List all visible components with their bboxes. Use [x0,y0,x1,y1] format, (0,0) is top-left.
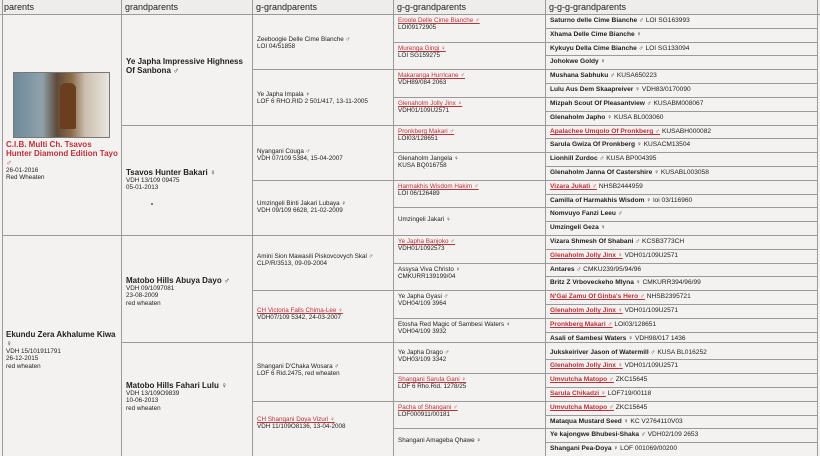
gg-grandparent-reg: VDH04/109 3964 [398,300,447,308]
g-grandparent-name: CH Shangani Doya Vizuri ♀ [257,416,335,423]
gg-grandparent-reg: LOI09172905 [398,24,437,32]
ggg-grandparent-name: Glenaholm Jolly Jinx ♀ [550,307,623,314]
gg-grandparent-reg: VDH03/109 3342 [398,356,447,364]
gg-grandparent-name: Ye Japha Gyasi ♂ [398,293,449,300]
ggg-grandparent [550,321,815,328]
g-grandparent-reg: LOI 04/51858 [257,43,296,51]
row-divider [545,55,818,56]
ggg-grandparent [550,418,815,425]
row-divider [545,387,818,388]
ggg-grandparent-name: Sarula Chikadzi ♀ [550,390,606,397]
gg-grandparent-reg: VDH04/109 3932 [398,328,447,336]
ggg-grandparent-reg: VDH01/109U2571 [622,307,679,314]
ggg-grandparent-reg: CMKU239/95/94/96 [581,266,642,273]
ggg-grandparent-reg: KCSB3773CH [640,238,685,245]
ggg-grandparent-name: Saturno delle Cime Bianche ♂ [550,17,644,24]
row-divider [393,428,818,429]
ggg-grandparent-name: Nomvuyo Fanzi Leeu ♂ [550,210,623,217]
ggg-grandparent-reg: KUSA BL016252 [655,349,707,356]
gg-grandparent-reg: VDH01/109U2571 [398,107,450,115]
grandparent-1 [126,57,248,75]
ggg-grandparent-reg: LOF719/00118 [605,390,652,397]
gg-grandparent [398,128,542,143]
row-divider [545,359,818,360]
ggg-grandparent [550,72,815,79]
row-divider [393,263,818,264]
ggg-grandparent-reg: VDH02/109 2653 [645,431,699,438]
row-divider [393,152,818,153]
row-divider [252,69,818,70]
ggg-grandparent-reg: VDH01/109U2571 [622,252,679,259]
column-divider [121,0,122,456]
grandparent-name: Matobo Hills Abuya Dayo ♂ [126,276,230,285]
grandparent-reg: VDH 13/109O9839 [126,390,180,397]
g-grandparent [257,91,391,106]
gg-grandparent [398,437,542,444]
row-divider [545,111,818,112]
gg-grandparent [398,404,542,419]
gg-grandparent-name: Harmakhis Wisdom Hakim ♂ [398,183,479,190]
parent-sire-color: Red Wheaten [6,174,45,182]
row-divider [545,83,818,84]
g-grandparent-reg: VDH 11/109O8136, 13-04-2008 [257,423,346,431]
parent-sire-name: C.I.B. Multi Ch. Tsavos Hunter Diamond Edition Tayo ♂ [6,140,118,167]
gg-grandparent [398,349,542,364]
g-grandparent [257,416,391,431]
ggg-grandparent [550,58,815,65]
g-grandparent-name: Zeeboogie Delle Cime Bianche ♂ [257,36,351,43]
ggg-grandparent-name: Sarula Gwiza Of Pronkberg ♀ [550,141,642,148]
row-divider [545,28,818,29]
gg-grandparent-name: Makaranga Hurricane ♂ [398,72,466,79]
gg-grandparent-reg: LOI 06/126489 [398,190,440,198]
ggg-grandparent-name: Jukskeiriver Jason of Watermill ♂ [550,349,656,356]
gg-grandparent-reg: LOI03/128651 [398,135,438,143]
ggg-grandparent-name: Pronkberg Makari ♂ [550,321,613,328]
ggg-grandparent [550,45,815,52]
dog-photo [13,72,110,138]
ggg-grandparent-reg: loi 03/116960 [651,197,693,204]
ggg-grandparent [550,431,815,438]
gg-grandparent [398,238,542,253]
gg-grandparent-name: Ye Japha Drago ♂ [398,349,450,356]
row-divider [393,42,818,43]
row-divider [545,276,818,277]
ggg-grandparent-reg: KC V2764110V03 [628,418,683,425]
grandparent-dob: 10-06-2013 [126,397,159,405]
gg-grandparent-name: Pacha of Shangani ♂ [398,404,458,411]
ggg-grandparent-reg: VDH83/0170090 [640,86,691,93]
gg-grandparent-reg: VDH01/1092573 [398,245,445,253]
g-grandparent [257,36,391,51]
parent-dam-dob: 26-12-2015 [6,355,39,363]
ggg-grandparent-name: Ye kajongwe Bhubesi-Shaka ♂ [550,431,646,438]
ggg-grandparent [550,266,815,273]
gg-grandparent [398,17,542,32]
grandparent-2 [126,168,248,192]
ggg-grandparent-reg: KUSA BP004395 [604,155,657,162]
ggg-grandparent [550,252,815,259]
ggg-grandparent-name: N'Gai Zamu Of Ginba's Hero ♂ [550,293,645,300]
row-divider [393,373,818,374]
gg-grandparent-name: Glenaholm Jolly Jinx ♀ [398,100,463,107]
ggg-grandparent-reg: KUSABM008067 [651,100,704,107]
ggg-grandparent [550,307,815,314]
g-grandparent-reg: CLP/R/3513, 09-09-2004 [257,260,328,268]
ggg-grandparent-name: Vizara Jukati ♂ [550,183,597,190]
parent-dam [6,330,118,370]
g-grandparent-reg: LOF 6 RHO.RID 2 501/417, 13-11-2005 [257,98,368,106]
row-divider [2,235,818,236]
ggg-grandparent [550,141,815,148]
row-divider [545,166,818,167]
column-divider [2,0,3,456]
gg-grandparent [398,266,542,281]
ggg-grandparent-name: Glenaholm Janna Of Castershire ♀ [550,169,660,176]
gg-grandparent-reg: LOF000911/00181 [398,411,451,419]
grandparent-3 [126,276,248,307]
gg-grandparent [398,293,542,308]
row-divider [545,442,818,443]
g-grandparent [257,363,391,378]
row-divider [545,138,818,139]
ggg-grandparent [550,362,815,369]
row-divider [121,125,818,126]
row-divider [545,304,818,305]
ggg-grandparent-name: Britz Z Vrboveckeho Mlyna ♀ [550,279,641,286]
grandparent-name: Ye Japha Impressive Highness Of Sanbona ♂ [126,57,243,75]
gg-grandparent [398,183,542,198]
row-divider [252,180,818,181]
gg-grandparent-name: Etosha Red Magic of Sambesi Waters ♀ [398,321,511,328]
gg-grandparent-name: Eroole Delle Cime Bianche ♂ [398,17,480,24]
gg-grandparent-name: Murenga Gingi ♀ [398,45,446,52]
gg-grandparent-name: Ye Japha Banjoko ♂ [398,238,456,245]
ggg-grandparent-name: Vizara Shmesh Of Shabani ♂ [550,238,641,245]
grandparent-color: red wheaten [126,404,161,412]
ggg-grandparent [550,155,815,162]
ggg-grandparent [550,100,815,107]
ggg-grandparent-name: Xhama Delle Cime Bianche ♀ [550,31,642,38]
ggg-grandparent-name: Umvutcha Matopo ♂ [550,404,614,411]
ggg-grandparent [550,238,815,245]
ggg-grandparent [550,114,815,121]
gg-grandparent-reg: VDH89/084 2063 [398,79,447,87]
ggg-grandparent-name: Camilla of Harmakhis Wisdom ♀ [550,197,652,204]
row-divider [393,97,818,98]
ggg-grandparent [550,183,815,190]
parent-dam-name: Ekundu Zera Akhalume Kiwa ♀ [6,330,116,348]
g-grandparent [257,200,391,215]
header-g-g-grandparents: g-g-grandparents [397,2,467,12]
gg-grandparent [398,155,542,170]
ggg-grandparent [550,31,815,38]
gg-grandparent-name: Umzingeli Jakari ♀ [398,216,451,223]
ggg-grandparent-reg: VDH98/017 1436 [633,335,686,342]
grandparent-reg: VDH 09/1097081 [126,285,175,292]
gg-grandparent-name: Assysa Viva Christo ♀ [398,266,461,273]
ggg-grandparent [550,404,815,411]
ggg-grandparent [550,197,815,204]
ggg-grandparent [550,17,815,24]
ggg-grandparent-name: Kykuyu Della Cime Bianche ♂ [550,45,644,52]
ggg-grandparent-reg: KUSABH000082 [660,128,712,135]
parent-dam-color: red wheaten [6,362,41,370]
gg-grandparent-reg: KUSA BQ016758 [398,162,447,170]
ggg-grandparent-reg: NHSB2444959 [596,183,643,190]
gg-grandparent-reg: CMKURR139199/04 [398,273,456,281]
gg-grandparent-name: Shangani Amageba Qhawe ♀ [398,437,482,444]
g-grandparent-name: Ye Japha Impala ♀ [257,91,311,98]
parent-sire-dob: 26-01-2016 [6,167,39,174]
row-divider [393,318,818,319]
grandparent-color: red wheaten [126,299,161,307]
ggg-grandparent-reg: LOI SG133094 [643,45,690,52]
gg-grandparent [398,100,542,115]
parent-sire [6,140,118,182]
grandparent-4 [126,381,248,412]
row-divider [393,207,818,208]
gg-grandparent [398,45,542,60]
header-parents: parents [4,2,35,12]
header-grandparents: grandparents [125,2,179,12]
ggg-grandparent-reg: VDH01/109U2571 [622,362,679,369]
gg-grandparent-name: Pronkberg Makari ♂ [398,128,455,135]
row-divider [545,249,818,250]
ggg-grandparent [550,335,815,342]
ggg-grandparent [550,169,815,176]
ggg-grandparent-reg: LOI SG163993 [643,17,690,24]
ggg-grandparent-name: Glenaholm Jolly Jinx ♀ [550,362,623,369]
gg-grandparent [398,321,542,336]
g-grandparent-name: Amini Sion Mawasili Piskovcovych Skal ♂ [257,253,374,260]
ggg-grandparent-name: Mataqua Mustard Seed ♀ [550,418,629,425]
g-grandparent-name: Nyangani Couga ♂ [257,148,311,155]
ggg-grandparent-name: Shangani Pea-Doya ♀ [550,445,619,452]
row-divider [252,290,818,291]
ggg-grandparent [550,390,815,397]
ggg-grandparent-name: Antares ♂ [550,266,582,273]
row-divider [545,194,818,195]
g-grandparent-reg: LOF 6 Rid.2475, red wheaten [257,370,340,378]
grandparent-dob: 05-01-2013 [126,184,159,192]
grandparent-name: Tsavos Hunter Bakari ♀ [126,168,216,177]
ggg-grandparent-name: Glenaholm Jolly Jinx ♀ [550,252,623,259]
grandparent-name: Matobo Hills Fahari Lulu ♀ [126,381,228,390]
ggg-grandparent-name: Lulu Aus Dem Skaapreiver ♀ [550,86,641,93]
ggg-grandparent-name: Mushana Sabhuku ♂ [550,72,616,79]
ggg-grandparent-name: Mizpah Scout Of Pleasantview ♂ [550,100,652,107]
dog-figure [60,83,76,129]
g-grandparent-reg: VDH 09/109 6628, 21-02-2009 [257,207,343,215]
gg-grandparent-reg: LOF 6 Rho.Rid. 1278/25 [398,383,467,391]
row-divider [545,332,818,333]
ggg-grandparent [550,86,815,93]
ggg-grandparent-reg: NHSB2395721 [644,293,691,300]
g-grandparent-reg: VDH 07/109 5384, 15-04-2007 [257,155,343,163]
decorative-dot [151,203,153,205]
ggg-grandparent-reg: KUSABL003058 [659,169,709,176]
ggg-grandparent [550,445,815,452]
header-g-grandparents: g-grandparents [256,2,318,12]
ggg-grandparent-reg: ZKC15645 [613,376,648,383]
gg-grandparent [398,376,542,391]
ggg-grandparent-name: Lionhill Zurdoc ♂ [550,155,605,162]
g-grandparent [257,148,391,163]
gg-grandparent-reg: LOI SG159275 [398,52,441,60]
ggg-grandparent-reg: KUSACM13504 [641,141,691,148]
gg-grandparent-name: Glenaholm Jangela ♀ [398,155,459,162]
g-grandparent-name: Shangani D'Chaka Wosara ♂ [257,363,340,370]
ggg-grandparent-reg: KUSA BL003060 [612,114,664,121]
ggg-grandparent-name: Johokwe Goldy ♀ [550,58,606,65]
ggg-grandparent-name: Glenaholm Japho ♀ [550,114,613,121]
header-g-g-g-grandparents: g-g-g-grandparents [549,2,627,12]
row-divider [252,401,818,402]
ggg-grandparent [550,376,815,383]
ggg-grandparent [550,224,815,231]
ggg-grandparent-reg: CMKURR394/96/99 [640,279,701,286]
g-grandparent-reg: VDH07/109 5342, 24-03-2007 [257,314,342,322]
ggg-grandparent [550,293,815,300]
g-grandparent [257,307,391,322]
ggg-grandparent [550,349,815,356]
ggg-grandparent-reg: ZKC15645 [613,404,648,411]
ggg-grandparent-reg: LOI03/128651 [612,321,657,328]
gg-grandparent [398,216,542,223]
ggg-grandparent [550,210,815,217]
grandparent-dob: 23-08-2009 [126,292,159,300]
ggg-grandparent [550,279,815,286]
ggg-grandparent-reg: LOF 001069/00200 [618,445,678,452]
ggg-grandparent-name: Umvutcha Matopo ♂ [550,376,614,383]
row-divider [545,221,818,222]
row-divider [545,415,818,416]
ggg-grandparent-name: Umzingeli Geza ♀ [550,224,606,231]
g-grandparent-name: CH Victoria Falls Chima-Lee ♀ [257,307,343,314]
ggg-grandparent [550,128,815,135]
g-grandparent [257,253,391,268]
ggg-grandparent-name: Apalachee Umqolo Of Pronkberg ♂ [550,128,661,135]
gg-grandparent-name: Shangani Sarula Gani ♀ [398,376,467,383]
g-grandparent-name: Umzingeli Binti Jakari Lubaya ♀ [257,200,347,207]
gg-grandparent [398,72,542,87]
ggg-grandparent-name: Asali of Sambesi Waters ♀ [550,335,634,342]
ggg-grandparent-reg: KUSA650223 [615,72,657,79]
grandparent-reg: VDH 13/109 09475 [126,177,180,184]
parent-dam-reg: VDH 15/101911791 [6,348,61,355]
